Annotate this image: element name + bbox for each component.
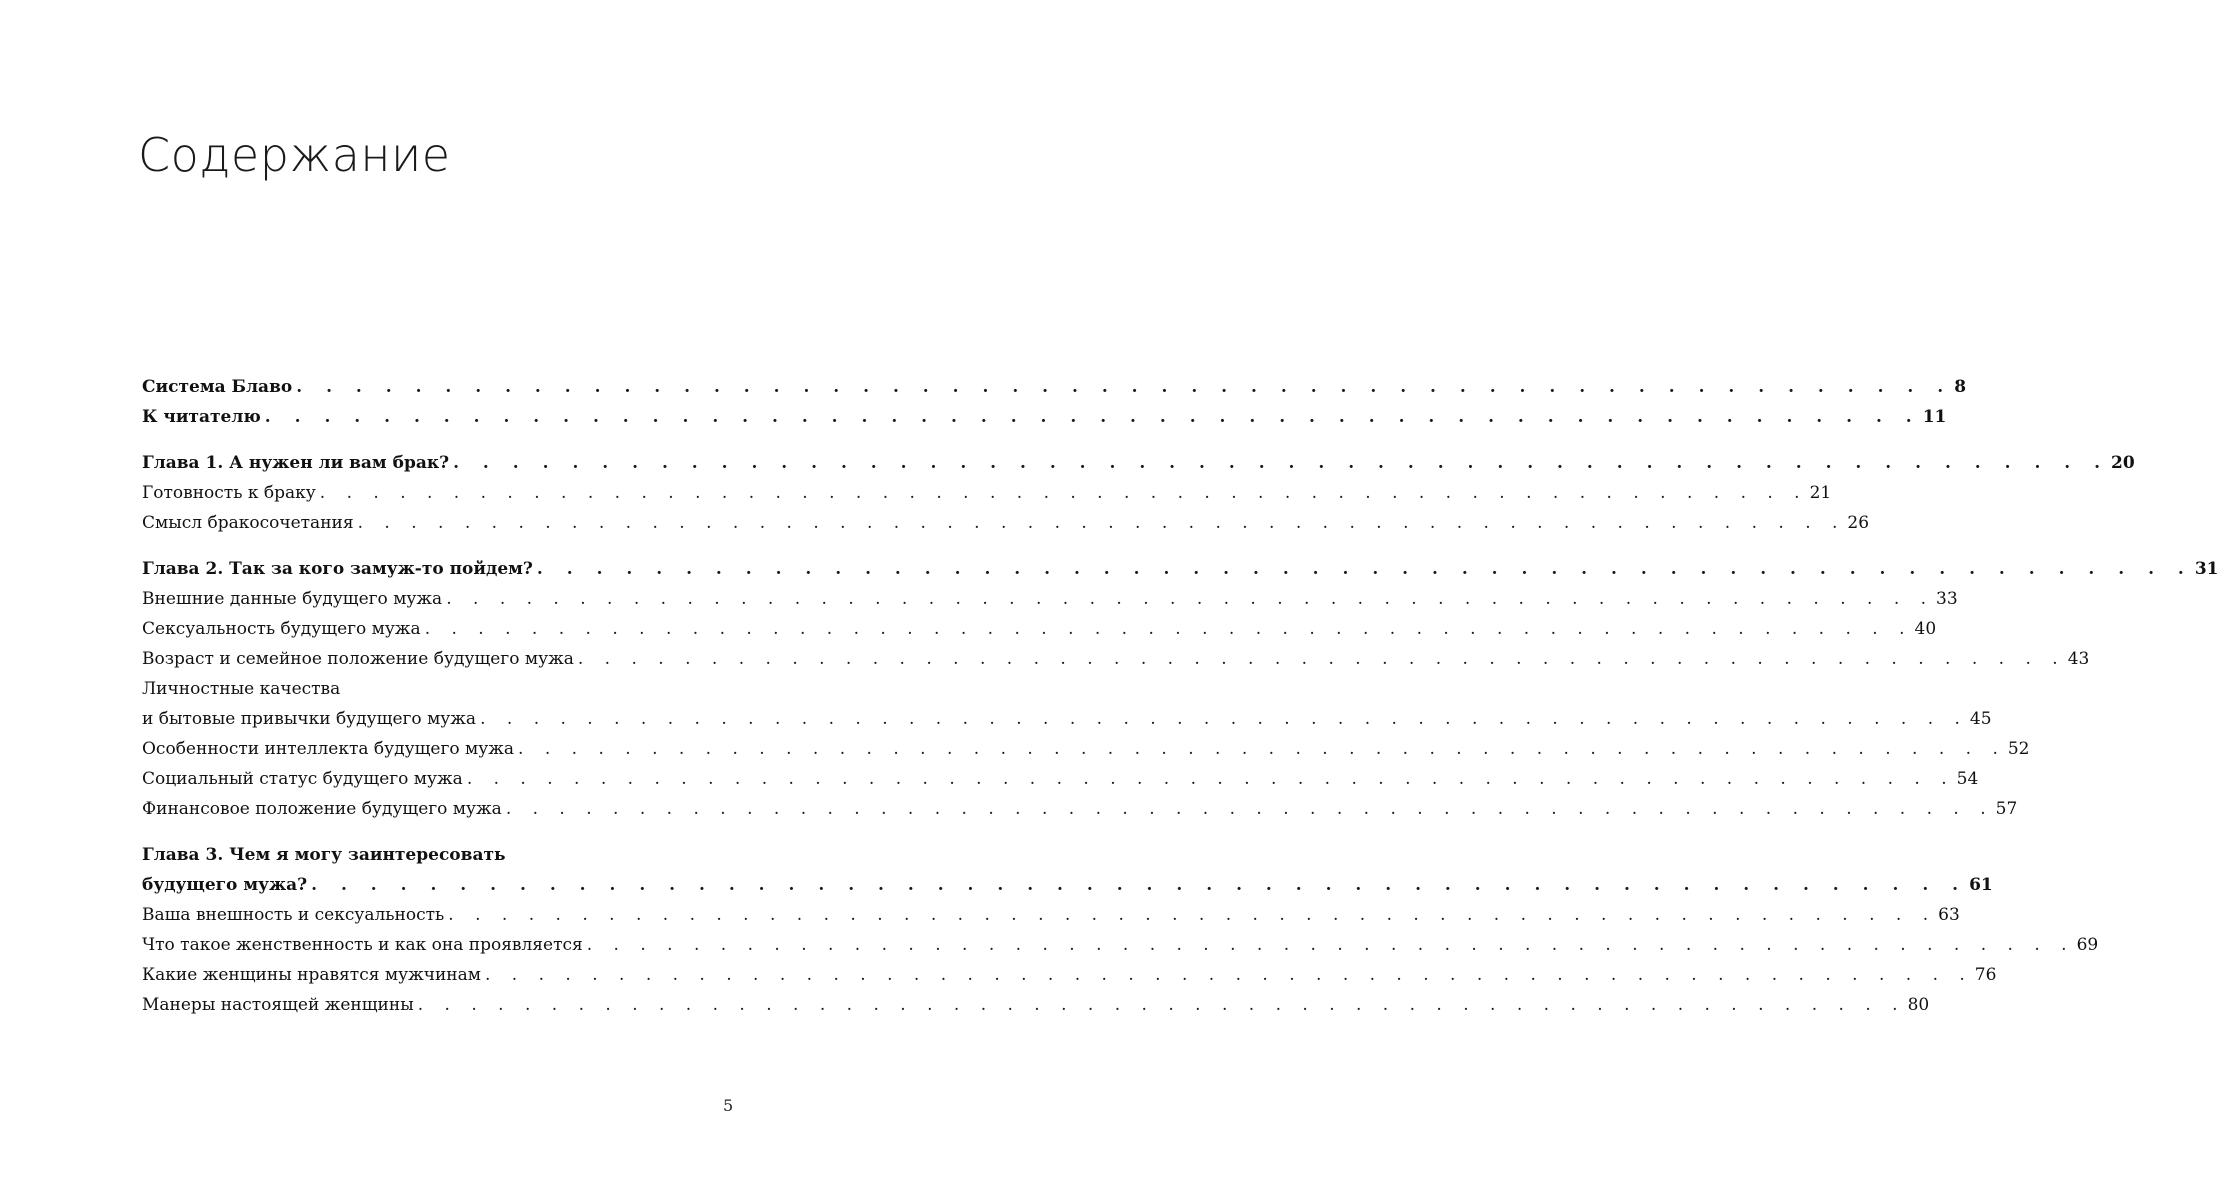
toc-dot-leader: . . . . . . . . . . . . . . . . . . . . . . . . . . . . . . . . . . . . . . . . . . . . . . . . . . . . . . . . xyxy=(518,739,2006,759)
toc-entry-title: Социальный статус будущего мужа xyxy=(142,769,463,789)
toc-entry-title: Манеры настоящей женщины xyxy=(142,995,414,1015)
toc-entry xyxy=(142,764,1979,794)
toc-entry-page: 45 xyxy=(1969,709,1992,729)
toc-entry-title: и бытовые привычки будущего мужа xyxy=(142,709,477,729)
toc-entry-title: Система Блаво xyxy=(142,377,293,397)
toc-entry-title: Глава 2. Так за кого замуж-то пойдем? xyxy=(142,559,533,579)
toc-dot-leader: . . . . . . . . . . . . . . . . . . . . . . . . . . . . . . . . . . . . . . . . . . . . . . . . . . . . . . . . xyxy=(586,935,2075,955)
toc-dot-leader: . . . . . . . . . . . . . . . . . . . . . . . . . . . . . . . . . . . . . . . . . . . . . . . . . . . . . . . . xyxy=(357,513,1846,533)
toc-dot-leader: . . . . . . . . . . . . . . . . . . . . . . . . . . . . . . . . . . . . . . . . . . . . . . . . . . . . . . . . xyxy=(480,709,1968,729)
toc-dot-leader: . . . . . . . . . . . . . . . . . . . . . . . . . . . . . . . . . . . . . . . . . . . . . . . . . . . . . . . . xyxy=(264,407,1921,427)
toc-entry xyxy=(142,644,2090,674)
toc-entry-title: К читателю xyxy=(142,407,261,427)
toc-entry-title: Смысл бракосочетания xyxy=(142,513,354,533)
toc-dot-leader: . . . . . . . . . . . . . . . . . . . . . . . . . . . . . . . . . . . . . . . . . . . . . . . . . . . . . . . . xyxy=(536,559,2193,579)
toc-entry-title: будущего мужа? xyxy=(142,875,308,895)
toc-entry-title: Сексуальность будущего мужа xyxy=(142,619,421,639)
toc-dot-leader: . . . . . . . . . . . . . . . . . . . . . . . . . . . . . . . . . . . . . . . . . . . . . . . . . . . . . . . . xyxy=(448,905,1937,925)
toc-entry-page: 20 xyxy=(2111,453,2135,473)
toc-entry xyxy=(142,794,2018,824)
toc-entry-page: 11 xyxy=(1922,407,1947,427)
page-number: 5 xyxy=(723,1096,734,1115)
toc-entry xyxy=(142,614,1937,644)
toc-entry-title: Готовность к браку xyxy=(142,483,316,503)
toc-entry xyxy=(142,508,1870,538)
toc-entry-page: 76 xyxy=(1974,965,1997,985)
toc-entry-page: 54 xyxy=(1956,769,1979,789)
toc-entry xyxy=(142,930,2099,960)
toc-entry-title: Какие женщины нравятся мужчинам xyxy=(142,965,481,985)
toc-entry-page: 80 xyxy=(1907,995,1930,1015)
toc-entry-title: Личностные качества xyxy=(142,679,341,699)
toc-dot-leader: . . . . . . . . . . . . . . . . . . . . . . . . . . . . . . . . . . . . . . . . . . . . . . . . . . . . . . . . xyxy=(453,453,2110,473)
toc-entry xyxy=(142,734,2030,764)
toc-entry-title: Финансовое положение будущего мужа xyxy=(142,799,502,819)
toc-entry-page: 8 xyxy=(1954,377,1967,397)
toc-entry-page: 69 xyxy=(2076,935,2099,955)
toc-entry-page: 26 xyxy=(1847,513,1870,533)
toc-dot-leader: . . . . . . . . . . . . . . . . . . . . . . . . . . . . . . . . . . . . . . . . . . . . . . . . . . . . . . . . xyxy=(446,589,1935,609)
toc-entry-page: 31 xyxy=(2194,559,2219,579)
toc-entry-page: 63 xyxy=(1938,905,1960,925)
toc-entry-title: Глава 3. Чем я могу заинтересовать xyxy=(142,845,506,865)
toc-entry xyxy=(142,478,1832,508)
toc-entry xyxy=(142,554,2219,584)
toc-entry xyxy=(142,448,2135,478)
toc-entry xyxy=(142,372,1967,402)
toc-entry xyxy=(142,674,722,704)
table-of-contents xyxy=(142,372,2219,1020)
toc-dot-leader: . . . . . . . . . . . . . . . . . . . . . . . . . . . . . . . . . . . . . . . . . . . . . . . . . . . . . . . . xyxy=(484,965,1973,985)
toc-entry-page: 52 xyxy=(2007,739,2030,759)
toc-entry-page: 57 xyxy=(1995,799,2018,819)
toc-entry-title: Внешние данные будущего мужа xyxy=(142,589,443,609)
toc-entry-page: 40 xyxy=(1914,619,1937,639)
toc-dot-leader: . . . . . . . . . . . . . . . . . . . . . . . . . . . . . . . . . . . . . . . . . . . . . . . . . . . . . . . . xyxy=(466,769,1955,789)
toc-dot-leader: . . . . . . . . . . . . . . . . . . . . . . . . . . . . . . . . . . . . . . . . . . . . . . . . . . . . . . . . xyxy=(311,875,1968,895)
toc-entry xyxy=(142,900,1960,930)
toc-dot-leader: . . . . . . . . . . . . . . . . . . . . . . . . . . . . . . . . . . . . . . . . . . . . . . . . . . . . . . . . xyxy=(505,799,1994,819)
toc-entry-title: Ваша внешность и сексуальность xyxy=(142,905,445,925)
toc-entry xyxy=(142,584,1958,614)
toc-entry-title: Возраст и семейное положение будущего мужа xyxy=(142,649,574,669)
toc-entry xyxy=(142,990,1930,1020)
toc-entry xyxy=(142,704,1992,734)
toc-dot-leader: . . . . . . . . . . . . . . . . . . . . . . . . . . . . . . . . . . . . . . . . . . . . . . . . . . . . . . . . xyxy=(417,995,1906,1015)
toc-entry-title: Глава 1. А нужен ли вам брак? xyxy=(142,453,450,473)
page-title: Содержание xyxy=(138,128,451,182)
toc-entry xyxy=(142,870,1993,900)
toc-dot-leader: . . . . . . . . . . . . . . . . . . . . . . . . . . . . . . . . . . . . . . . . . . . . . . . . . . . . . . . . xyxy=(577,649,2066,669)
toc-entry xyxy=(142,840,722,870)
toc-entry-page: 21 xyxy=(1809,483,1832,503)
toc-dot-leader: . . . . . . . . . . . . . . . . . . . . . . . . . . . . . . . . . . . . . . . . . . . . . . . . . . . . . . . . xyxy=(424,619,1913,639)
toc-entry xyxy=(142,960,1997,990)
toc-dot-leader: . . . . . . . . . . . . . . . . . . . . . . . . . . . . . . . . . . . . . . . . . . . . . . . . . . . . . . . . xyxy=(296,377,1953,397)
toc-dot-leader: . . . . . . . . . . . . . . . . . . . . . . . . . . . . . . . . . . . . . . . . . . . . . . . . . . . . . . . . xyxy=(319,483,1808,503)
toc-entry-page: 43 xyxy=(2067,649,2090,669)
toc-entry xyxy=(142,402,1947,432)
toc-entry-title: Особенности интеллекта будущего мужа xyxy=(142,739,515,759)
toc-entry-page: 33 xyxy=(1936,589,1958,609)
toc-entry-title: Что такое женственность и как она проявляется xyxy=(142,935,583,955)
toc-entry-page: 61 xyxy=(1969,875,1993,895)
